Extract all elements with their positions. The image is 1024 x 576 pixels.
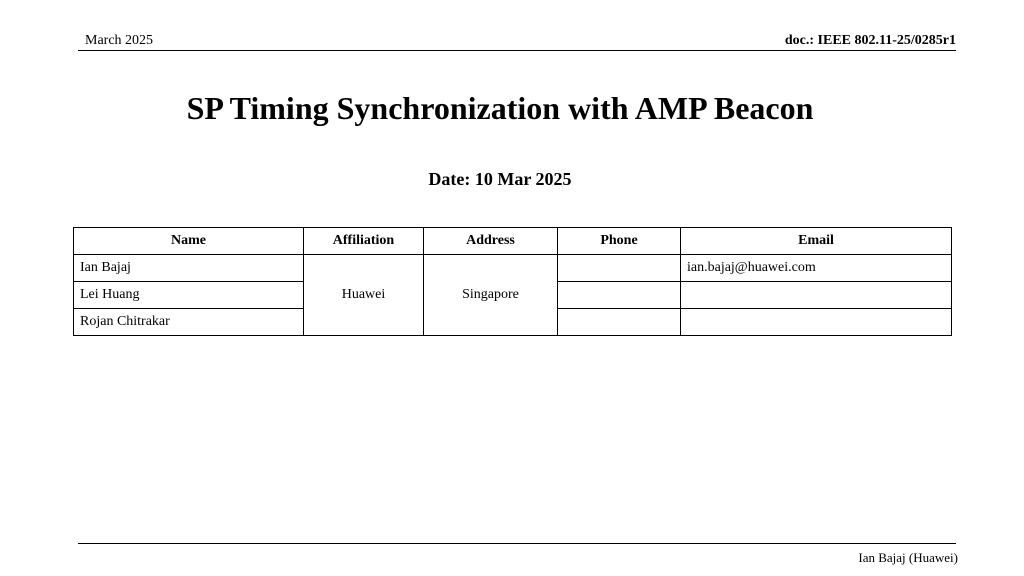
author-phone bbox=[558, 309, 681, 336]
author-affiliation: Huawei bbox=[304, 255, 424, 336]
author-name: Rojan Chitrakar bbox=[74, 309, 304, 336]
column-header-name: Name bbox=[74, 228, 304, 255]
author-name: Lei Huang bbox=[74, 282, 304, 309]
column-header-phone: Phone bbox=[558, 228, 681, 255]
author-email bbox=[681, 309, 952, 336]
column-header-address: Address bbox=[424, 228, 558, 255]
author-address: Singapore bbox=[424, 255, 558, 336]
table-row bbox=[74, 255, 952, 282]
header-date: March 2025 bbox=[85, 33, 154, 48]
author-phone bbox=[558, 255, 681, 282]
column-header-affiliation: Affiliation bbox=[304, 228, 424, 255]
column-header-email: Email bbox=[681, 228, 952, 255]
date-line: Date: 10 Mar 2025 bbox=[428, 169, 572, 189]
author-name: Ian Bajaj bbox=[74, 255, 304, 282]
table-header-row bbox=[74, 228, 952, 255]
footer-author: Ian Bajaj (Huawei) bbox=[858, 550, 958, 565]
header-doc-id: doc.: IEEE 802.11-25/0285r1 bbox=[784, 33, 956, 48]
author-phone bbox=[558, 282, 681, 309]
footer-divider bbox=[78, 543, 956, 544]
header-divider bbox=[78, 50, 956, 51]
author-email bbox=[681, 282, 952, 309]
author-email[interactable]: ian.bajaj@huawei.com bbox=[681, 255, 952, 282]
slide-title: SP Timing Synchronization with AMP Beacon bbox=[186, 90, 814, 126]
authors-table bbox=[73, 227, 952, 336]
